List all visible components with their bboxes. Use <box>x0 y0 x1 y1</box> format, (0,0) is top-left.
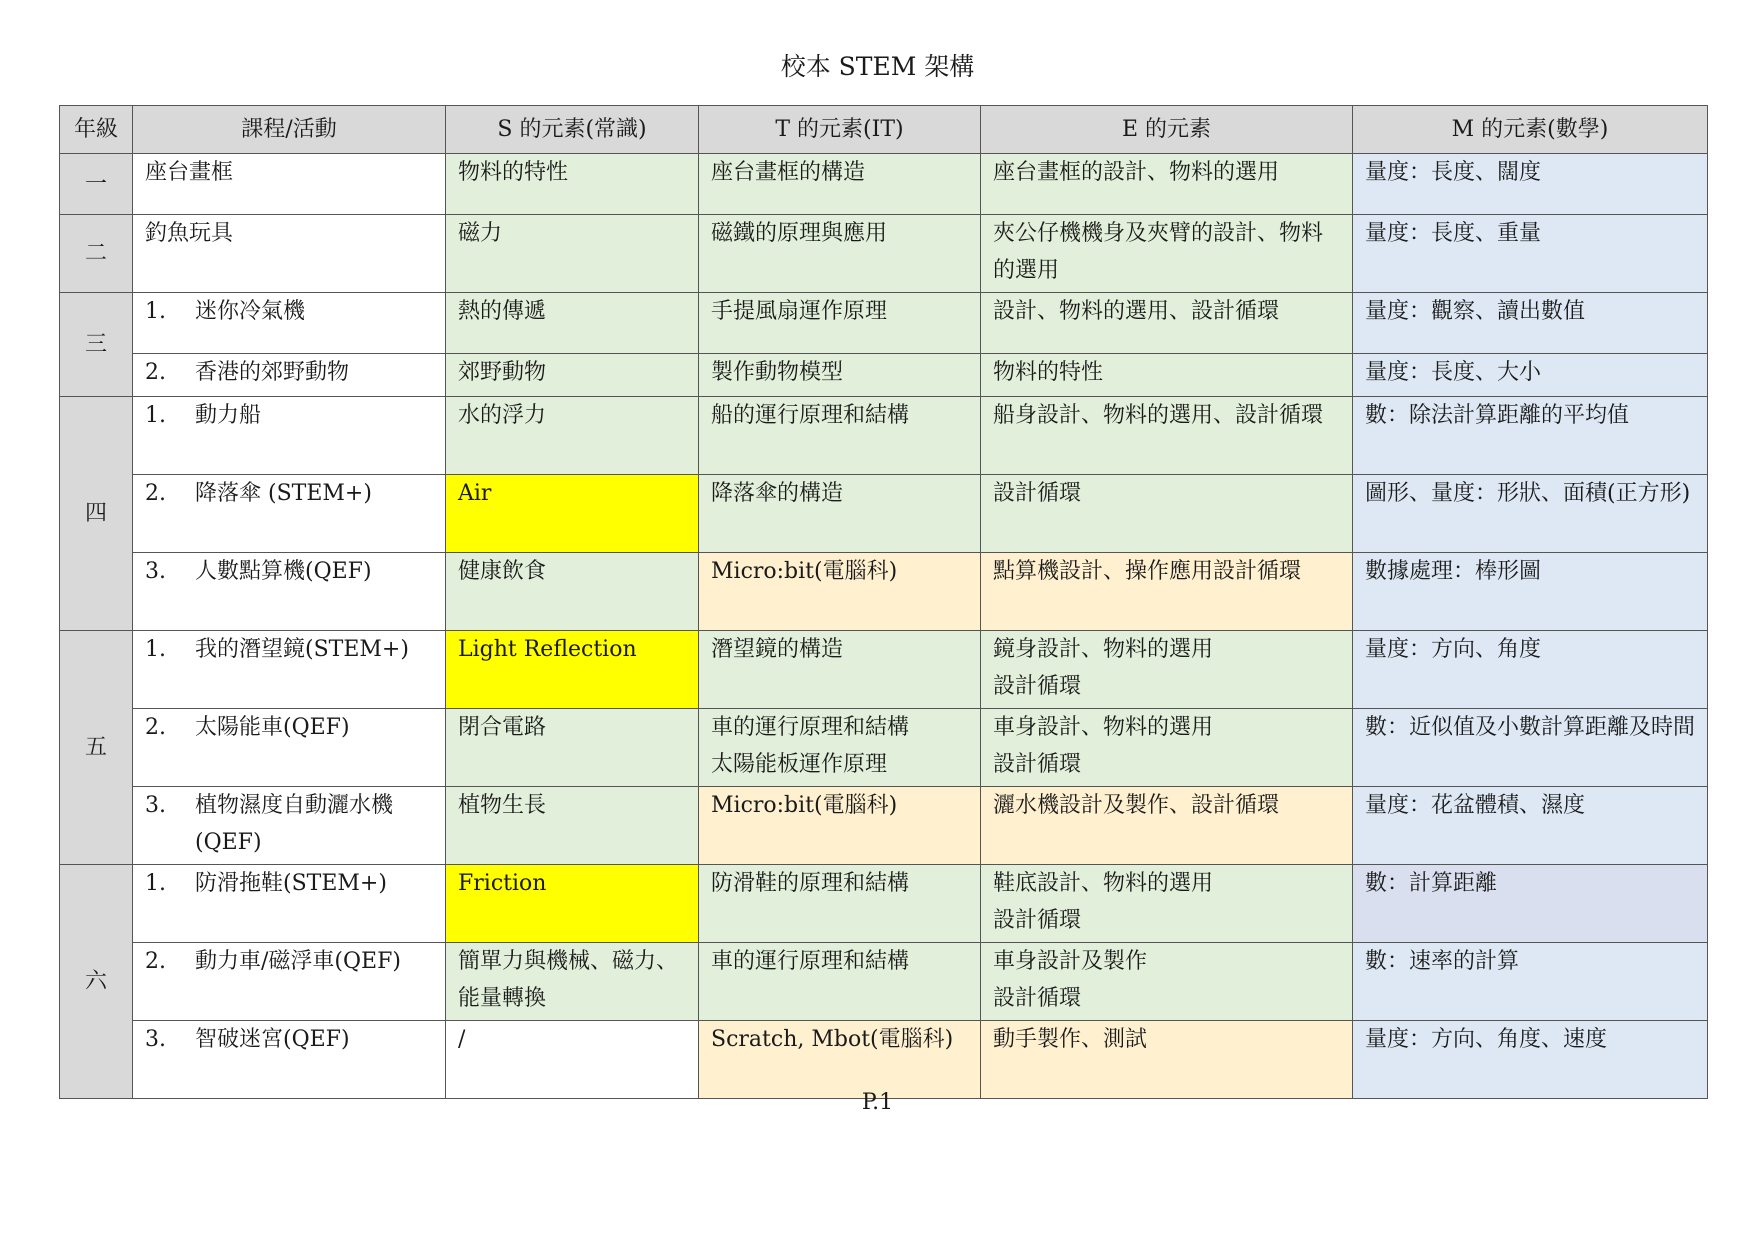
activity-cell <box>133 397 446 475</box>
e-line-2: 設計循環 <box>993 752 1082 777</box>
t-cell: 降落傘的構造 <box>699 475 981 553</box>
m-cell: 量度：方向、角度、速度 <box>1353 1021 1708 1099</box>
item-number: 1. <box>145 403 166 428</box>
s-cell: 磁力 <box>446 215 699 293</box>
header-activity: 課程/活動 <box>133 106 446 154</box>
t-cell: Micro:bit(電腦科) <box>699 553 981 631</box>
table-row <box>60 553 1708 631</box>
m-cell: 量度：長度、闊度 <box>1353 154 1708 215</box>
t-cell: 磁鐵的原理與應用 <box>699 215 981 293</box>
grade-label: 四 <box>60 397 133 631</box>
activity-cell <box>133 1021 446 1099</box>
e-cell: 動手製作、測試 <box>981 1021 1353 1099</box>
activity-cell <box>133 709 446 787</box>
m-cell: 圖形、量度：形狀、面積(正方形) <box>1353 475 1708 553</box>
table-row <box>60 293 1708 354</box>
t-cell: 手提風扇運作原理 <box>699 293 981 354</box>
item-number: 2. <box>145 715 166 740</box>
table-row <box>60 787 1708 865</box>
e-line-1: 鏡身設計、物料的選用 <box>993 637 1214 662</box>
e-cell: 船身設計、物料的選用、設計循環 <box>981 397 1353 475</box>
s-cell: 閉合電路 <box>446 709 699 787</box>
activity-cell <box>133 553 446 631</box>
e-cell <box>981 631 1353 709</box>
s-cell: 簡單力與機械、磁力、能量轉換 <box>446 943 699 1021</box>
t-line-1: 車的運行原理和結構 <box>711 715 910 740</box>
activity-cell: 釣魚玩具 <box>133 215 446 293</box>
e-line-1: 鞋底設計、物料的選用 <box>993 871 1214 896</box>
table-row <box>60 397 1708 475</box>
s-cell: 植物生長 <box>446 787 699 865</box>
s-cell: 水的浮力 <box>446 397 699 475</box>
table-row <box>60 215 1708 293</box>
s-cell: Friction <box>446 865 699 943</box>
activity-cell <box>133 787 446 865</box>
table-row <box>60 154 1708 215</box>
page-number: P.1 <box>861 1090 894 1115</box>
e-line-1: 車身設計及製作 <box>993 949 1148 974</box>
grade-label: 二 <box>60 215 133 293</box>
activity-name: 動力車/磁浮車(QEF) <box>195 949 401 974</box>
e-cell <box>981 865 1353 943</box>
t-cell: 座台畫框的構造 <box>699 154 981 215</box>
e-cell: 夾公仔機機身及夾臂的設計、物料的選用 <box>981 215 1353 293</box>
item-number: 3. <box>145 1027 166 1052</box>
item-number: 1. <box>145 871 166 896</box>
item-number: 3. <box>145 559 166 584</box>
table-row <box>60 865 1708 943</box>
activity-cell <box>133 354 446 397</box>
table-row <box>60 354 1708 397</box>
e-cell: 點算機設計、操作應用設計循環 <box>981 553 1353 631</box>
m-cell: 量度：花盆體積、濕度 <box>1353 787 1708 865</box>
header-e: E 的元素 <box>981 106 1353 154</box>
m-cell: 量度：觀察、讀出數值 <box>1353 293 1708 354</box>
e-line-2: 設計循環 <box>993 674 1082 699</box>
item-number: 2. <box>145 360 166 385</box>
e-line-1: 車身設計、物料的選用 <box>993 715 1214 740</box>
item-number: 1. <box>145 299 166 324</box>
item-number: 3. <box>145 793 166 818</box>
m-cell: 量度：方向、角度 <box>1353 631 1708 709</box>
grade-label: 一 <box>60 154 133 215</box>
activity-name: 迷你冷氣機 <box>195 299 306 324</box>
activity-name: 防滑拖鞋(STEM+) <box>195 871 387 896</box>
activity-name: 人數點算機(QEF) <box>195 559 372 584</box>
t-cell: 製作動物模型 <box>699 354 981 397</box>
activity-cell <box>133 475 446 553</box>
table-row <box>60 475 1708 553</box>
activity-name: 太陽能車(QEF) <box>195 715 350 740</box>
e-cell: 灑水機設計及製作、設計循環 <box>981 787 1353 865</box>
s-cell: / <box>446 1021 699 1099</box>
s-cell: Light Reflection <box>446 631 699 709</box>
e-cell: 物料的特性 <box>981 354 1353 397</box>
e-line-2: 設計循環 <box>993 908 1082 933</box>
t-cell: 潛望鏡的構造 <box>699 631 981 709</box>
t-cell: Scratch, Mbot(電腦科) <box>699 1021 981 1099</box>
m-cell: 量度：長度、大小 <box>1353 354 1708 397</box>
e-cell: 設計循環 <box>981 475 1353 553</box>
m-cell: 數：計算距離 <box>1353 865 1708 943</box>
s-cell: 健康飲食 <box>446 553 699 631</box>
grade-label: 五 <box>60 631 133 865</box>
m-cell: 數：除法計算距離的平均值 <box>1353 397 1708 475</box>
activity-cell <box>133 865 446 943</box>
activity-cell <box>133 631 446 709</box>
header-s: S 的元素(常識) <box>446 106 699 154</box>
m-cell: 數：近似值及小數計算距離及時間 <box>1353 709 1708 787</box>
s-cell: Air <box>446 475 699 553</box>
activity-name: 降落傘 (STEM+) <box>195 481 372 506</box>
item-number: 1. <box>145 637 166 662</box>
e-cell <box>981 709 1353 787</box>
e-cell: 設計、物料的選用、設計循環 <box>981 293 1353 354</box>
table-row <box>60 1021 1708 1099</box>
t-line-2: 太陽能板運作原理 <box>711 752 888 777</box>
s-cell: 郊野動物 <box>446 354 699 397</box>
item-number: 2. <box>145 949 166 974</box>
activity-name: 植物濕度自動灑水機(QEF) <box>195 793 394 855</box>
stem-framework-table <box>59 105 1708 1099</box>
activity-cell <box>133 293 446 354</box>
activity-cell <box>133 943 446 1021</box>
table-row <box>60 709 1708 787</box>
t-cell: 船的運行原理和結構 <box>699 397 981 475</box>
activity-name: 香港的郊野動物 <box>195 360 350 385</box>
activity-name: 動力船 <box>195 403 262 428</box>
table-row <box>60 943 1708 1021</box>
t-cell: 車的運行原理和結構 <box>699 943 981 1021</box>
activity-name: 我的潛望鏡(STEM+) <box>195 637 409 662</box>
header-row <box>60 106 1708 154</box>
activity-name: 智破迷宮(QEF) <box>195 1027 350 1052</box>
table-row <box>60 631 1708 709</box>
m-cell: 數據處理：棒形圖 <box>1353 553 1708 631</box>
t-cell: 防滑鞋的原理和結構 <box>699 865 981 943</box>
e-cell <box>981 943 1353 1021</box>
activity-cell: 座台畫框 <box>133 154 446 215</box>
item-number: 2. <box>145 481 166 506</box>
grade-label: 六 <box>60 865 133 1099</box>
header-t: T 的元素(IT) <box>699 106 981 154</box>
e-cell: 座台畫框的設計、物料的選用 <box>981 154 1353 215</box>
header-m: M 的元素(數學) <box>1353 106 1708 154</box>
m-cell: 數：速率的計算 <box>1353 943 1708 1021</box>
header-grade: 年級 <box>60 106 133 154</box>
s-cell: 物料的特性 <box>446 154 699 215</box>
grade-label: 三 <box>60 293 133 397</box>
s-cell: 熱的傳遞 <box>446 293 699 354</box>
t-cell: Micro:bit(電腦科) <box>699 787 981 865</box>
e-line-2: 設計循環 <box>993 986 1082 1011</box>
t-cell <box>699 709 981 787</box>
document-title: 校本 STEM 架構 <box>780 52 975 81</box>
m-cell: 量度：長度、重量 <box>1353 215 1708 293</box>
